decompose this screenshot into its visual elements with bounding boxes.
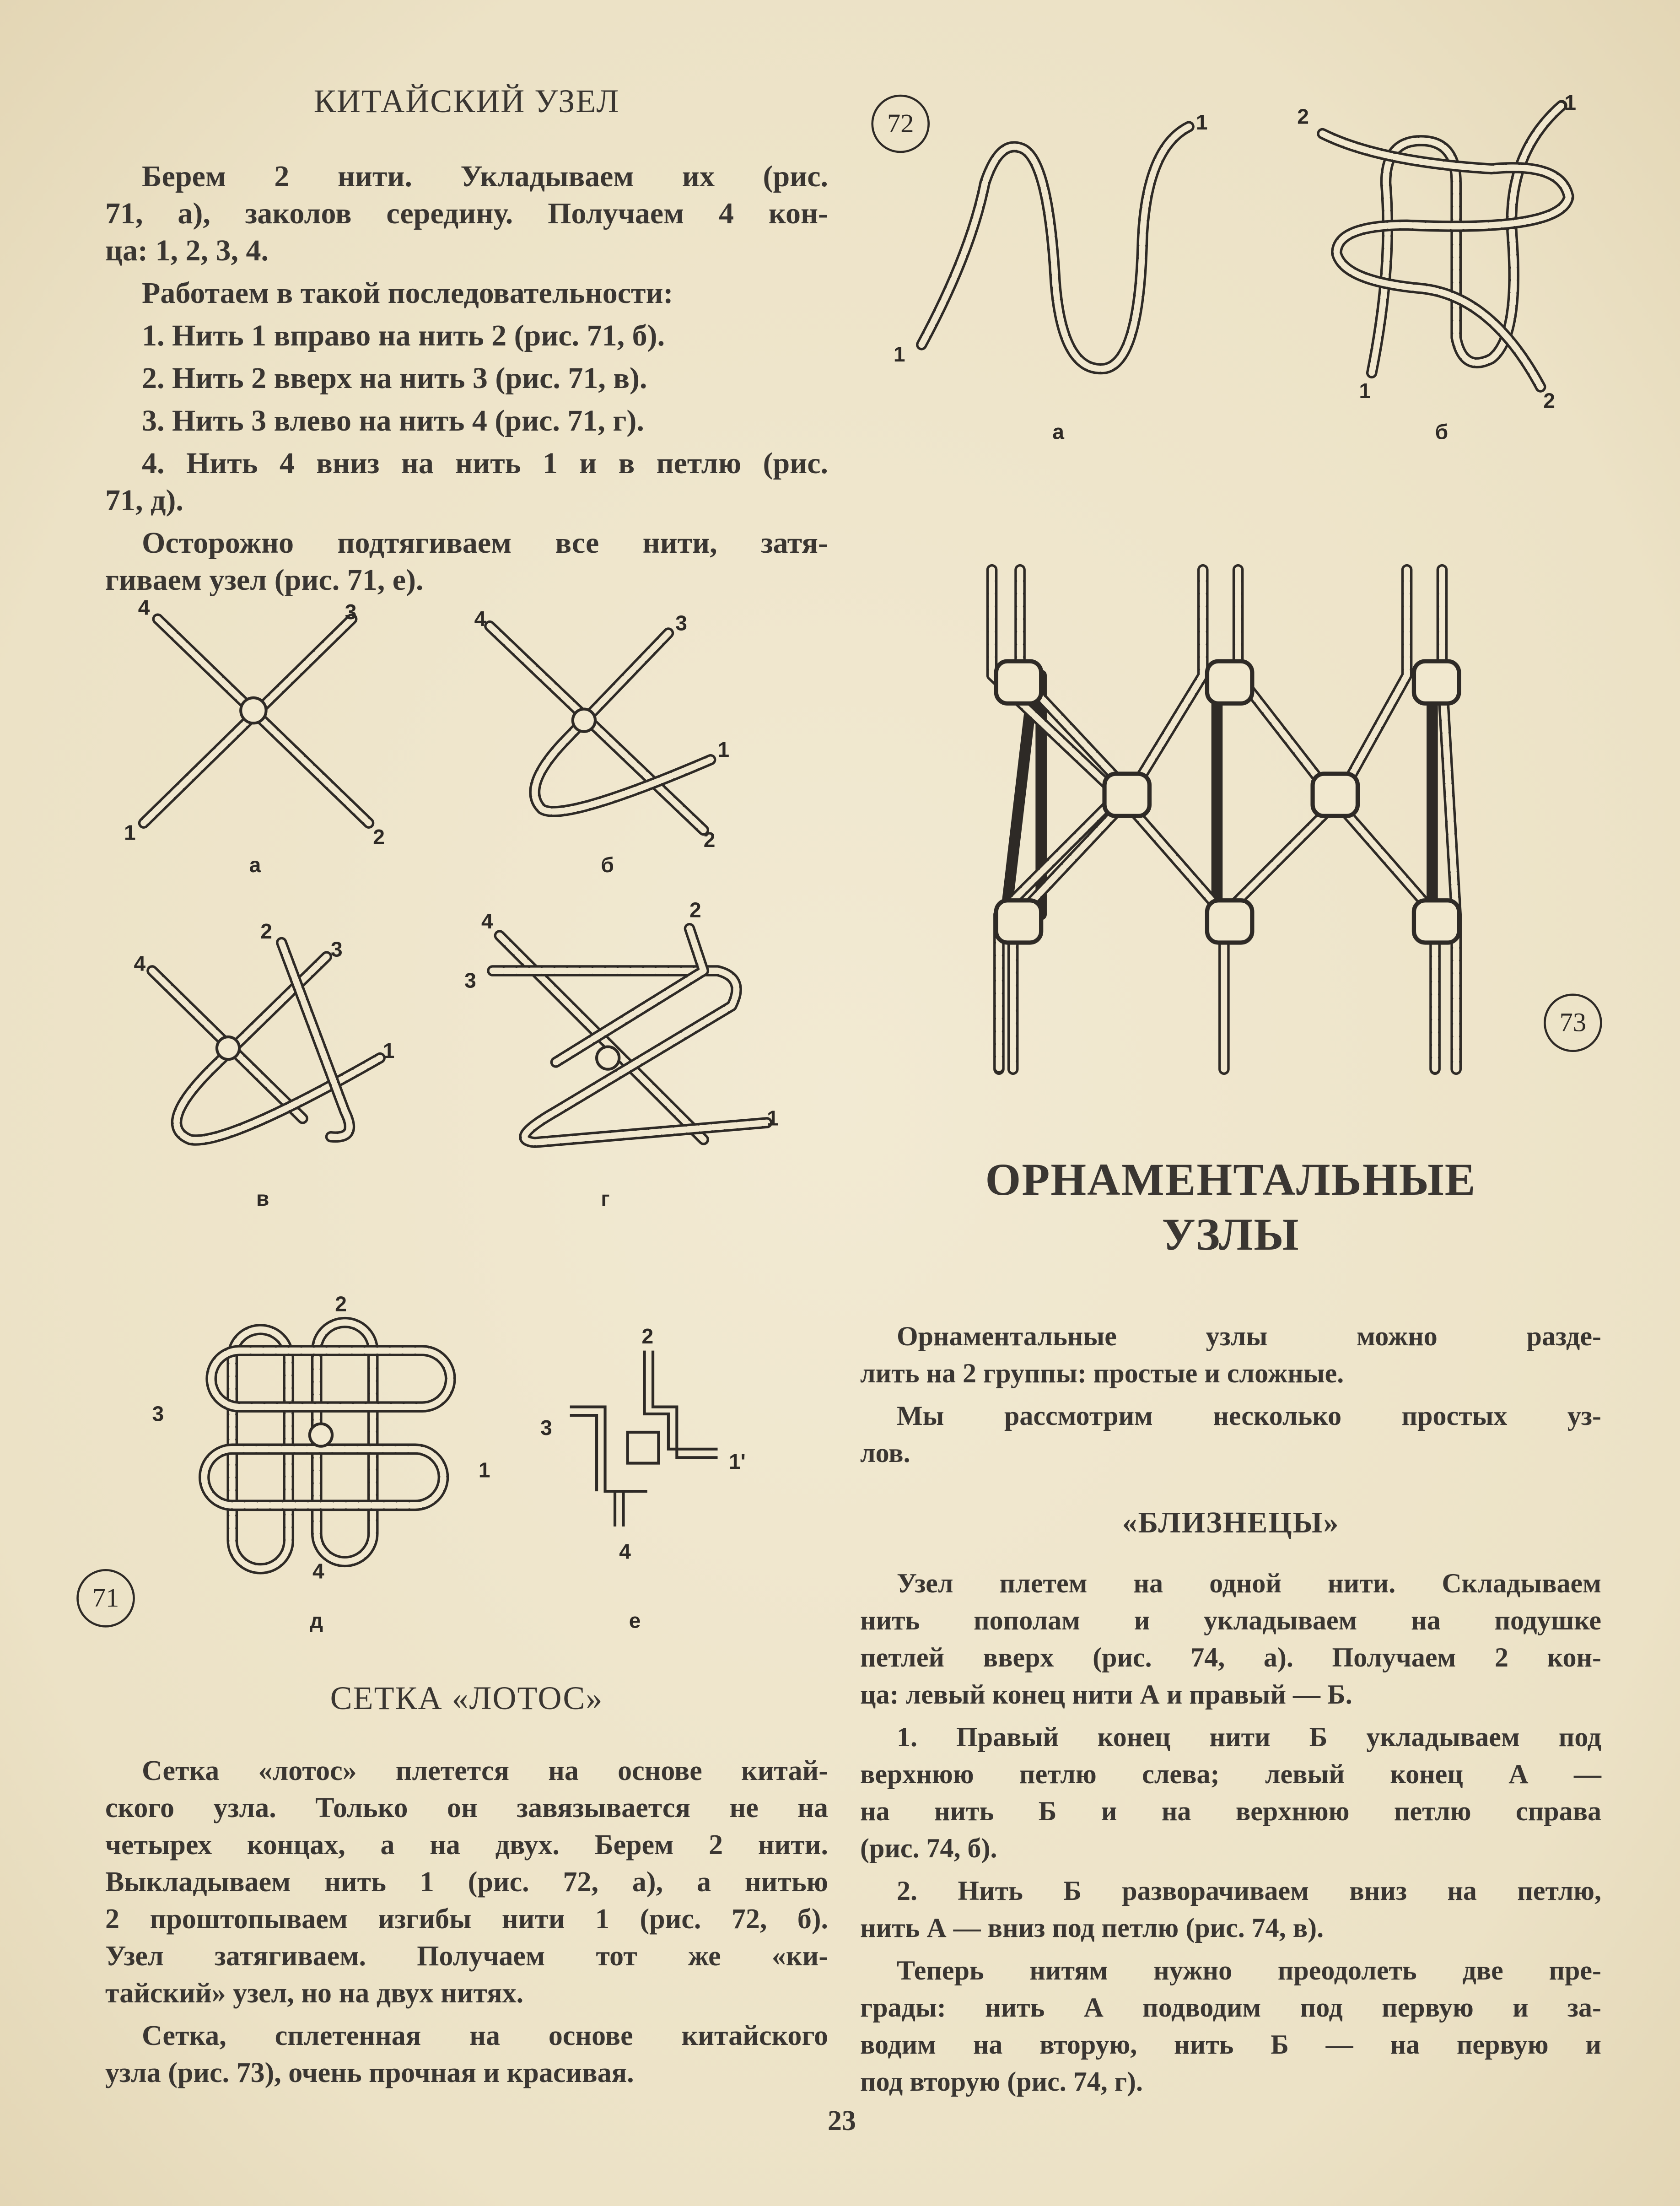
- text-line: ского узла. Только он завязывается не на: [105, 1792, 828, 1823]
- text-line: Орнаментальные узлы можно разде-: [897, 1321, 1601, 1351]
- svg-text:1: 1: [717, 738, 730, 762]
- svg-text:3: 3: [540, 1416, 552, 1440]
- text-line: 2 проштопываем изгибы нити 1 (рис. 72, б).: [105, 1904, 828, 1935]
- text-line: лить на 2 группы: простые и сложные.: [860, 1358, 1344, 1388]
- svg-text:б: б: [601, 853, 614, 877]
- svg-text:г: г: [601, 1186, 610, 1210]
- heading-bliznetsy: «БЛИЗНЕЦЫ»: [1122, 1506, 1340, 1539]
- svg-text:4: 4: [619, 1539, 631, 1564]
- figure-73-number: [1545, 995, 1601, 1051]
- svg-text:4: 4: [134, 951, 146, 976]
- text-line: 4. Нить 4 вниз на нить 1 и в петлю (рис.: [142, 447, 828, 480]
- figure-71b: [474, 607, 730, 877]
- svg-text:1: 1: [124, 820, 136, 845]
- heading-chinese-knot: КИТАЙСКИЙ УЗЕЛ: [313, 83, 620, 119]
- text-line: тайский» узел, но на двух нитях.: [105, 1978, 524, 2009]
- text-line: петлей вверх (рис. 74, а). Получаем 2 кон-: [860, 1642, 1601, 1672]
- heading-ornamental-2: УЗЛЫ: [1162, 1209, 1300, 1260]
- text-line: лов.: [860, 1438, 910, 1468]
- text-line: Работаем в такой последовательности:: [142, 276, 673, 310]
- svg-text:4: 4: [474, 607, 486, 631]
- text-line: на нить Б и на верхнюю петлю справа: [860, 1796, 1601, 1826]
- svg-text:а: а: [249, 853, 261, 877]
- text-line: 71, а), заколов середину. Получаем 4 кон-: [105, 197, 828, 230]
- heading-lotos-net: СЕТКА «ЛОТОС»: [330, 1680, 603, 1716]
- svg-text:б: б: [1435, 420, 1448, 444]
- heading-ornamental-1: ОРНАМЕНТАЛЬНЫЕ: [985, 1154, 1476, 1205]
- text-line: гиваем узел (рис. 71, е).: [105, 563, 424, 597]
- svg-text:1: 1: [767, 1106, 779, 1130]
- text-line: 1. Правый конец нити Б укладываем под: [897, 1722, 1601, 1752]
- svg-text:4: 4: [481, 909, 493, 933]
- svg-text:2: 2: [703, 827, 716, 852]
- svg-text:2: 2: [1543, 388, 1555, 413]
- svg-text:в: в: [256, 1186, 269, 1210]
- svg-text:2: 2: [260, 919, 272, 943]
- figure-72-number: [872, 96, 929, 152]
- figure-71f: [540, 1324, 746, 1632]
- svg-text:73: 73: [1559, 1007, 1587, 1037]
- svg-text:2: 2: [689, 898, 701, 922]
- svg-text:е: е: [629, 1608, 641, 1633]
- svg-text:2: 2: [1297, 104, 1309, 129]
- page-number: 23: [828, 2105, 856, 2136]
- svg-text:а: а: [1052, 420, 1064, 444]
- svg-text:1: 1: [382, 1039, 395, 1063]
- text-line: Осторожно подтягиваем все нити, затя-: [142, 526, 828, 560]
- figure-73-net: [992, 570, 1459, 1069]
- svg-text:71: 71: [92, 1583, 119, 1613]
- text-line: 1. Нить 1 вправо на нить 2 (рис. 71, б).: [142, 319, 665, 352]
- text-line: Берем 2 нити. Укладываем их (рис.: [142, 160, 828, 193]
- text-line: 2. Нить Б разворачиваем вниз на петлю,: [897, 1876, 1601, 1906]
- svg-text:3: 3: [464, 968, 476, 992]
- svg-text:4: 4: [312, 1559, 324, 1583]
- svg-text:2: 2: [335, 1292, 347, 1316]
- text-line: узла (рис. 73), очень прочная и красивая.: [105, 2057, 634, 2088]
- figure-71d: [464, 898, 779, 1210]
- text-line: Мы рассмотрим несколько простых уз-: [897, 1401, 1601, 1431]
- text-line: водим на вторую, нить Б — на первую и: [860, 2029, 1601, 2060]
- figure-71e: [152, 1292, 490, 1633]
- text-line: 2. Нить 2 вверх на нить 3 (рис. 71, в).: [142, 361, 647, 395]
- svg-text:3: 3: [345, 599, 357, 624]
- figure-72b: [1297, 91, 1576, 443]
- text-line: Сетка, сплетенная на основе китайского: [142, 2020, 828, 2051]
- svg-text:1': 1': [729, 1449, 746, 1473]
- text-line: нить А — вниз под петлю (рис. 74, в).: [860, 1913, 1324, 1943]
- svg-text:4: 4: [138, 595, 150, 620]
- figure-71c: [134, 919, 395, 1210]
- text-line: Узел затягиваем. Получаем тот же «ки-: [105, 1941, 828, 1972]
- svg-text:3: 3: [675, 611, 687, 635]
- text-line: Сетка «лотос» плетется на основе китай-: [142, 1755, 828, 1786]
- text-line: ца: левый конец нити А и правый — Б.: [860, 1679, 1352, 1710]
- text-line: грады: нить А подводим под первую и за-: [860, 1992, 1601, 2023]
- text-line: Выкладываем нить 1 (рис. 72, а), а нитью: [105, 1866, 828, 1898]
- text-line: Узел плетем на одной нити. Складываем: [897, 1568, 1601, 1598]
- text-line: нить пополам и укладываем на подушке: [860, 1605, 1601, 1635]
- text-line: (рис. 74, б).: [860, 1833, 997, 1863]
- text-line: верхнюю петлю слева; левый конец А —: [860, 1759, 1601, 1789]
- svg-text:2: 2: [373, 825, 385, 849]
- svg-text:1: 1: [1564, 90, 1577, 114]
- svg-text:2: 2: [641, 1324, 654, 1348]
- figure-71a: [124, 596, 385, 877]
- svg-text:3: 3: [152, 1402, 164, 1426]
- svg-text:1: 1: [1195, 110, 1208, 134]
- figure-72a: [894, 110, 1208, 443]
- svg-text:1: 1: [1359, 379, 1371, 403]
- text-line: ца: 1, 2, 3, 4.: [105, 234, 269, 267]
- text-line: под вторую (рис. 74, г).: [860, 2066, 1143, 2097]
- svg-text:72: 72: [887, 108, 914, 139]
- svg-text:1: 1: [478, 1458, 490, 1482]
- text-line: 3. Нить 3 влево на нить 4 (рис. 71, г).: [142, 404, 644, 437]
- svg-text:д: д: [309, 1608, 323, 1633]
- figure-71-number: [78, 1570, 134, 1626]
- svg-text:3: 3: [330, 937, 343, 961]
- svg-text:1: 1: [893, 342, 905, 367]
- text-line: четырех концах, а на двух. Берем 2 нити.: [105, 1829, 828, 1861]
- text-line: Теперь нитям нужно преодолеть две пре-: [897, 1955, 1601, 1985]
- text-line: 71, д).: [105, 484, 183, 517]
